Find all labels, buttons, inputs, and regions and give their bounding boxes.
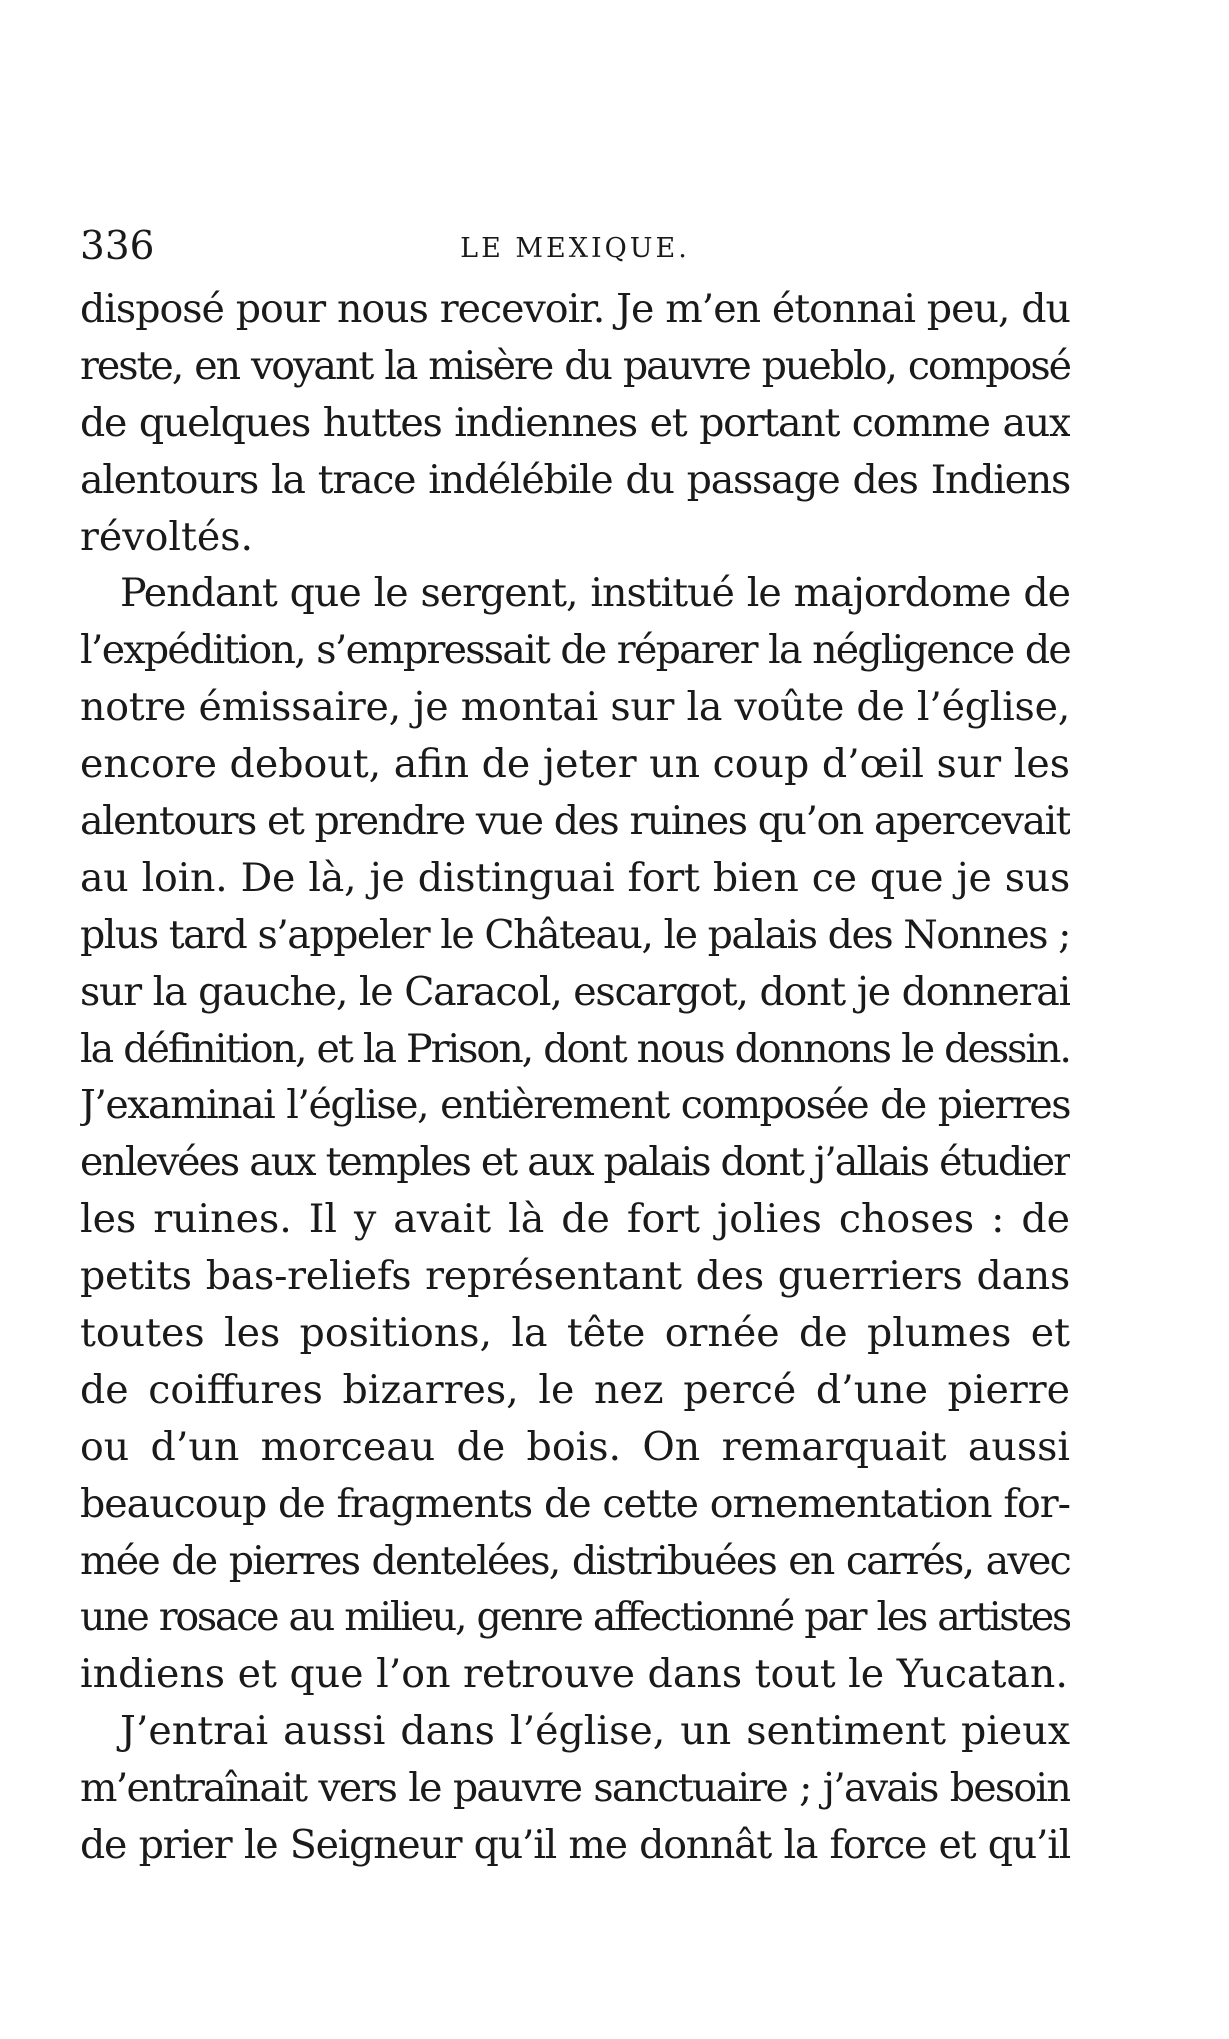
text-line: l’expédition, s’empressait de réparer la négligence de bbox=[80, 627, 1070, 674]
text-line: J’entrai aussi dans l’église, un sentiment pieux bbox=[120, 1708, 1070, 1755]
text-line: au loin. De là, je distinguai fort bien ce que je sus bbox=[80, 854, 1070, 901]
text-line: J’examinai l’église, entièrement composée de pierres bbox=[80, 1082, 1070, 1129]
text-line: ou d’un morceau de bois. On remarquait aussi bbox=[80, 1423, 1070, 1470]
text-line: m’entraînait vers le pauvre sanctuaire ; j’avais besoin bbox=[80, 1765, 1070, 1812]
text-line: de quelques huttes indiennes et portant comme aux bbox=[80, 399, 1070, 446]
page-number: 336 bbox=[80, 224, 155, 269]
text-line: les ruines. Il y avait là de fort jolies choses : de bbox=[80, 1196, 1070, 1243]
text-line: alentours la trace indélébile du passage des Indiens bbox=[80, 456, 1070, 503]
text-line: mée de pierres dentelées, distribuées en carrés, avec bbox=[80, 1537, 1070, 1584]
text-line: beaucoup de fragments de cette ornementation for- bbox=[80, 1480, 1070, 1527]
text-line: Pendant que le sergent, institué le majordome de bbox=[120, 570, 1070, 617]
text-line: une rosace au milieu, genre affectionné par les artistes bbox=[80, 1594, 1070, 1641]
text-line: sur la gauche, le Caracol, escargot, dont je donnerai bbox=[80, 968, 1070, 1015]
text-line: encore debout, afin de jeter un coup d’œil sur les bbox=[80, 741, 1070, 788]
text-line: toutes les positions, la tête ornée de plumes et bbox=[80, 1310, 1070, 1357]
text-line: plus tard s’appeler le Château, le palais des Nonnes ; bbox=[80, 911, 1070, 958]
text-line: révoltés. bbox=[80, 513, 254, 560]
running-title: LE MEXIQUE. bbox=[460, 233, 690, 264]
text-line: la définition, et la Prison, dont nous donnons le dessin. bbox=[80, 1025, 1070, 1072]
text-line: enlevées aux temples et aux palais dont j’allais étudier bbox=[80, 1139, 1070, 1186]
text-line: disposé pour nous recevoir. Je m’en étonnai peu, du bbox=[80, 286, 1070, 332]
page-header bbox=[80, 222, 1070, 272]
text-line: de coiffures bizarres, le nez percé d’une pierre bbox=[80, 1366, 1070, 1413]
text-line: de prier le Seigneur qu’il me donnât la force et qu’il bbox=[80, 1822, 1070, 1869]
body-text bbox=[80, 281, 1070, 1874]
text-line: reste, en voyant la misère du pauvre pueblo, composé bbox=[80, 342, 1070, 389]
text-line: alentours et prendre vue des ruines qu’on apercevait bbox=[80, 798, 1070, 845]
text-line: indiens et que l’on retrouve dans tout le Yucatan. bbox=[80, 1651, 1068, 1698]
text-line: petits bas-reliefs représentant des guerriers dans bbox=[80, 1253, 1070, 1300]
text-line: notre émissaire, je montai sur la voûte de l’église, bbox=[80, 684, 1070, 731]
